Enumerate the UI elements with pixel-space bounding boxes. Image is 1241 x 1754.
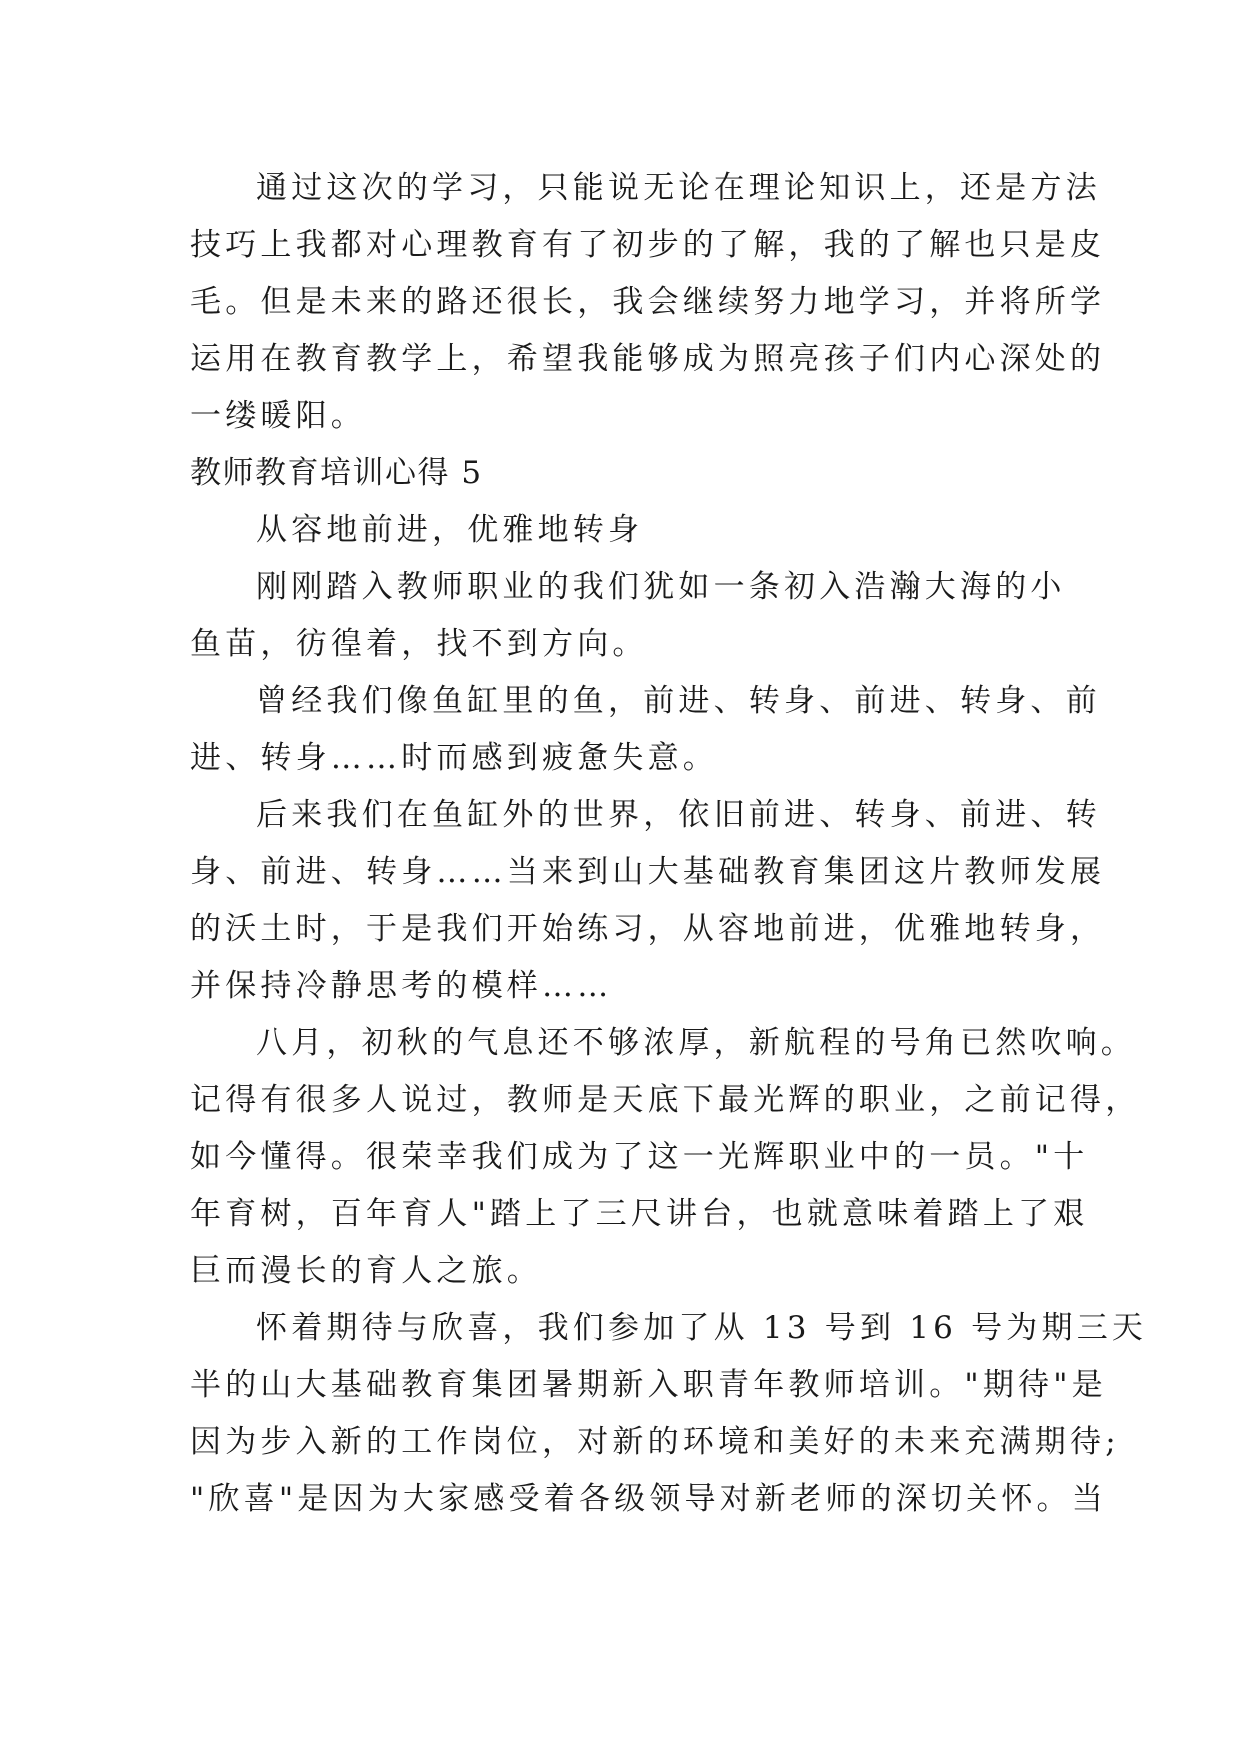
- paragraph-line: 刚刚踏入教师职业的我们犹如一条初入浩瀚大海的小: [256, 569, 1066, 605]
- paragraph-line: 半的山大基础教育集团暑期新入职青年教师培训。"期待"是: [190, 1367, 1107, 1403]
- paragraph-line: "欣喜"是因为大家感受着各级领导对新老师的深切关怀。当: [190, 1481, 1107, 1517]
- paragraph-line: 后来我们在鱼缸外的世界，依旧前进、转身、前进、转: [256, 797, 1101, 833]
- document-body: [190, 160, 1148, 1528]
- paragraph-line: 进、转身……时而感到疲惫失意。: [190, 740, 718, 776]
- paragraph-line: 如今懂得。很荣幸我们成为了这一光辉职业中的一员。"十: [190, 1139, 1089, 1175]
- paragraph-line: 运用在教育教学上，希望我能够成为照亮孩子们内心深处的: [190, 341, 1106, 377]
- paragraph-line: 鱼苗，彷徨着，找不到方向。: [190, 626, 648, 662]
- paragraph-line: 并保持冷静思考的模样……: [190, 968, 613, 1004]
- paragraph-line: 毛。但是未来的路还很长，我会继续努力地学习，并将所学: [190, 284, 1106, 320]
- paragraph-line: 身、前进、转身……当来到山大基础教育集团这片教师发展: [190, 854, 1106, 890]
- paragraph-line: 技巧上我都对心理教育有了初步的了解，我的了解也只是皮: [190, 227, 1106, 263]
- paragraph-line: 一缕暖阳。: [190, 398, 366, 434]
- paragraph-line: 年育树，百年育人"踏上了三尺讲台，也就意味着踏上了艰: [190, 1196, 1089, 1232]
- paragraph-line: 曾经我们像鱼缸里的鱼，前进、转身、前进、转身、前: [256, 683, 1101, 719]
- paragraph-line: 的沃土时，于是我们开始练习，从容地前进，优雅地转身，: [190, 911, 1106, 947]
- paragraph-line: 八月，初秋的气息还不够浓厚，新航程的号角已然吹响。: [256, 1025, 1136, 1061]
- paragraph-line: 记得有很多人说过，教师是天底下最光辉的职业，之前记得，: [190, 1082, 1141, 1118]
- paragraph-line: 怀着期待与欣喜，我们参加了从 13 号到 16 号为期三天: [256, 1310, 1148, 1346]
- subtitle-line: 从容地前进，优雅地转身: [256, 512, 644, 548]
- paragraph-line: 因为步入新的工作岗位，对新的环境和美好的未来充满期待;: [190, 1424, 1120, 1460]
- section-heading: 教师教育培训心得 5: [190, 455, 483, 491]
- paragraph-line: 巨而漫长的育人之旅。: [190, 1253, 542, 1289]
- paragraph-line: 通过这次的学习，只能说无论在理论知识上，还是方法: [256, 170, 1101, 206]
